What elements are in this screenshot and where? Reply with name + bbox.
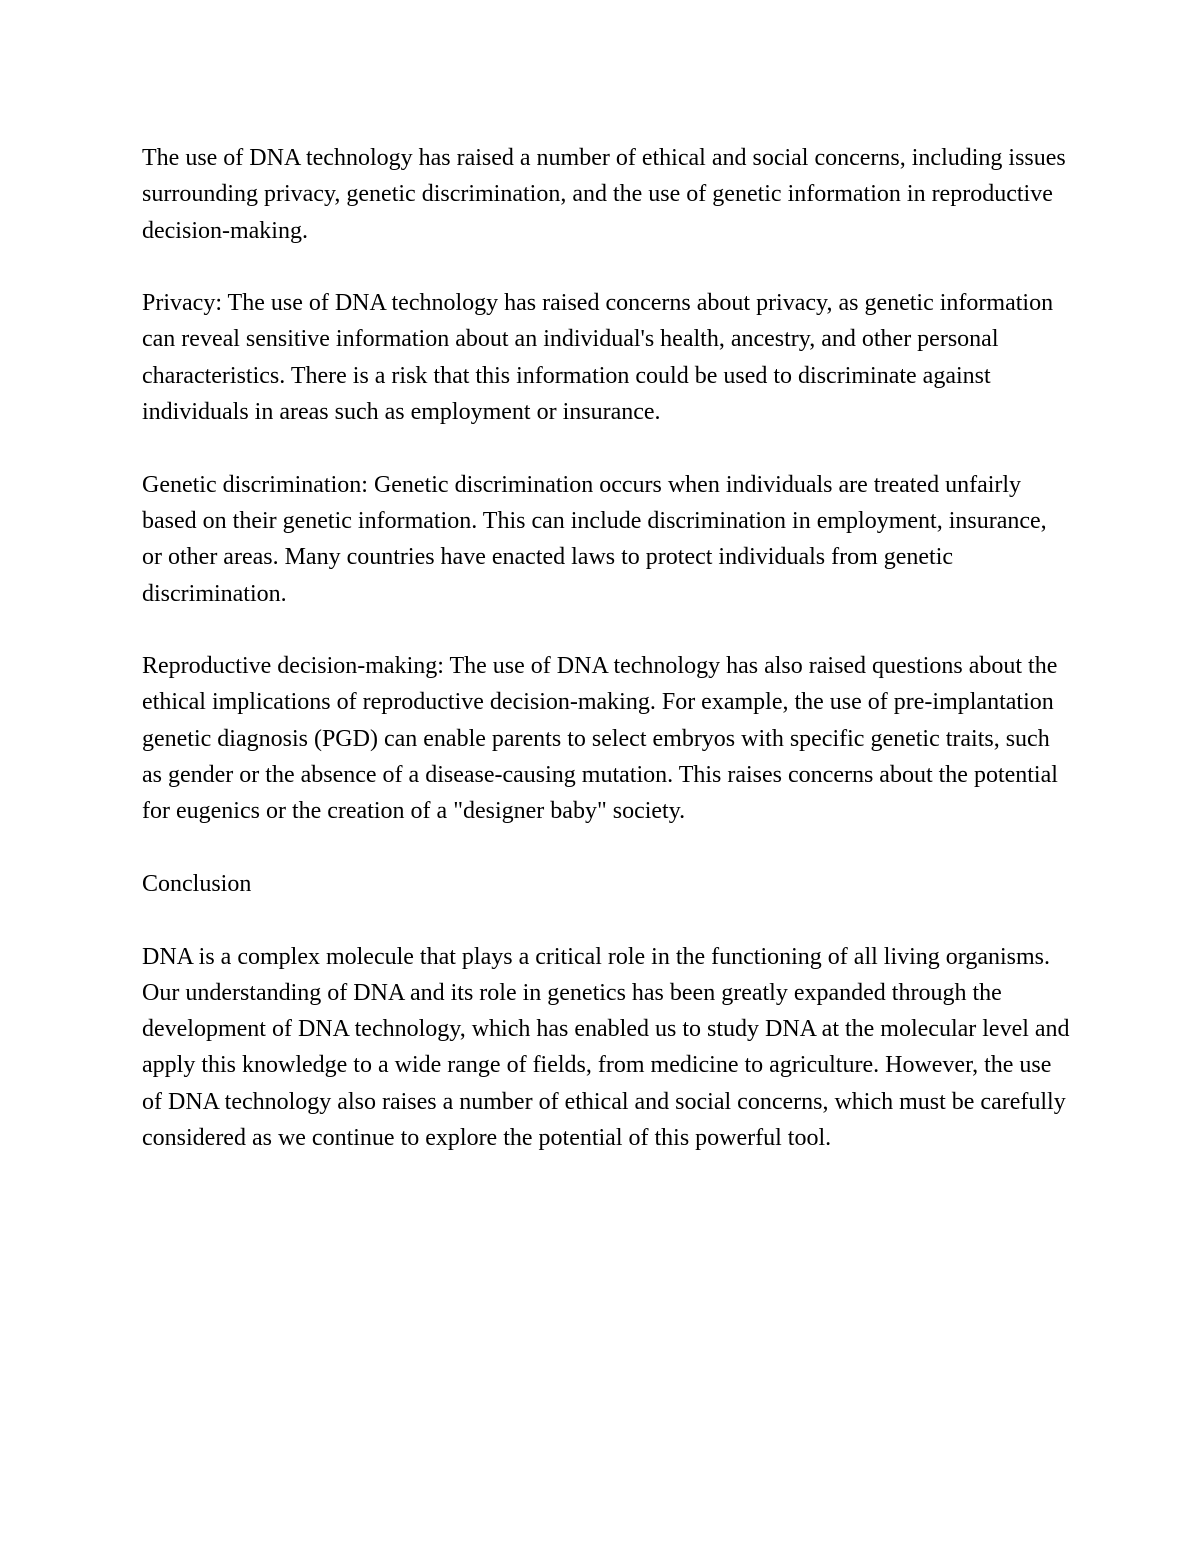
document-body [142,140,1072,1193]
paragraph-intro: The use of DNA technology has raised a number of ethical and social concerns, including issues surrounding privacy, genetic discrimination, and the use of genetic information in reproductive decision-making. [142,145,1066,244]
section-heading-conclusion: Conclusion [142,870,252,897]
paragraph-genetic-discrimination: Genetic discrimination: Genetic discrimination occurs when individuals are treated unfairly based on their genetic information. This can include discrimination in employment, insurance, or other areas. Many countries have enacted laws to protect individuals from genetic discrimination. [142,471,1047,607]
paragraph-conclusion: DNA is a complex molecule that plays a critical role in the functioning of all living organisms. Our understanding of DNA and its role in genetics has been greatly expanded through the development of DNA technology, which has enabled us to study DNA at the molecular level and apply this knowledge to a wide range of fields, from medicine to agriculture. However, the use of DNA technology also raises a number of ethical and social concerns, which must be carefully considered as we continue to explore the potential of this powerful tool. [142,943,1070,1152]
paragraph-privacy: Privacy: The use of DNA technology has raised concerns about privacy, as genetic information can reveal sensitive information about an individual's health, ancestry, and other personal characteristics. There is a risk that this information could be used to discriminate against individuals in areas such as employment or insurance. [142,290,1054,426]
paragraph-reproductive-decision-making: Reproductive decision-making: The use of DNA technology has also raised questions about the ethical implications of reproductive decision-making. For example, the use of pre-implantation genetic diagnosis (PGD) can enable parents to select embryos with specific genetic traits, such as gender or the absence of a disease-causing mutation. This raises concerns about the potential for eugenics or the creation of a "designer baby" society. [142,653,1058,825]
